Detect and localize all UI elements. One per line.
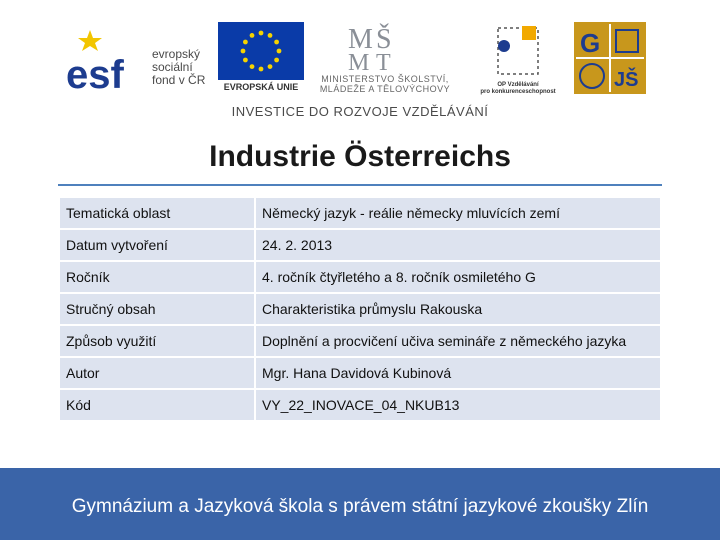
row-value: Charakteristika průmyslu Rakouska — [255, 293, 661, 325]
row-key: Stručný obsah — [59, 293, 255, 325]
row-value: Mgr. Hana Davidová Kubinová — [255, 357, 661, 389]
row-value: Německý jazyk - reálie německy mluvících zemí — [255, 197, 661, 229]
footer-bar — [0, 468, 720, 540]
eu-text: EVROPSKÁ UNIE — [223, 82, 299, 92]
table-row — [59, 325, 661, 357]
row-key: Datum vytvoření — [59, 229, 255, 261]
table-row — [59, 229, 661, 261]
svg-text:T: T — [376, 50, 391, 72]
msmt-text-line: MLÁDEŽE A TĚLOVÝCHOVY — [319, 84, 451, 94]
row-value: VY_22_INOVACE_04_NKUB13 — [255, 389, 661, 421]
row-value: Doplnění a procvičení učiva semináře z německého jazyka — [255, 325, 661, 357]
msmt-text-line: MINISTERSTVO ŠKOLSTVÍ, — [321, 74, 449, 84]
table-row — [59, 357, 661, 389]
op-text-line: OP Vzdělávání — [497, 82, 539, 88]
msmt-mark — [346, 22, 410, 72]
table-row — [59, 261, 661, 293]
op-logo — [476, 22, 560, 96]
msmt-text — [310, 74, 460, 94]
svg-text:esf: esf — [66, 53, 124, 94]
eu-flag-icon — [218, 22, 304, 80]
logo-bar — [0, 0, 720, 130]
table-row — [59, 389, 661, 421]
row-value: 24. 2. 2013 — [255, 229, 661, 261]
esf-text — [152, 48, 205, 87]
op-text — [476, 82, 560, 96]
svg-text:JŠ: JŠ — [614, 69, 639, 91]
school-name: Gymnázium a Jazyková škola s právem státní jazykové zkoušky Zlín — [71, 496, 649, 517]
eu-logo — [216, 22, 306, 96]
msmt-logo — [310, 22, 460, 104]
gjs-crest-icon — [574, 22, 646, 94]
op-mark — [476, 22, 560, 80]
esf-text-line: fond v ČR — [152, 73, 206, 87]
metadata-table — [58, 196, 662, 422]
svg-text:M: M — [348, 50, 370, 72]
row-key: Tematická oblast — [59, 197, 255, 229]
esf-logo — [66, 22, 206, 94]
gjs-logo — [574, 22, 646, 94]
row-value: 4. ročník čtyřletého a 8. ročník osmiletého G — [255, 261, 661, 293]
page-title: Industrie Österreichs — [209, 140, 511, 173]
title-divider — [58, 184, 662, 186]
svg-text:M: M — [348, 24, 373, 55]
table-row — [59, 197, 661, 229]
svg-text:G: G — [580, 28, 601, 58]
svg-text:Š: Š — [376, 24, 392, 55]
row-key: Způsob využití — [59, 325, 255, 357]
investment-banner: INVESTICE DO ROZVOJE VZDĚLÁVÁNÍ — [231, 104, 489, 119]
row-key: Autor — [59, 357, 255, 389]
row-key: Kód — [59, 389, 255, 421]
table-row — [59, 293, 661, 325]
esf-text-line: sociální — [152, 60, 193, 74]
op-text-line: pro konkurenceschopnost — [480, 89, 556, 95]
row-key: Ročník — [59, 261, 255, 293]
esf-mark — [66, 22, 152, 94]
esf-text-line: evropský — [152, 47, 201, 61]
